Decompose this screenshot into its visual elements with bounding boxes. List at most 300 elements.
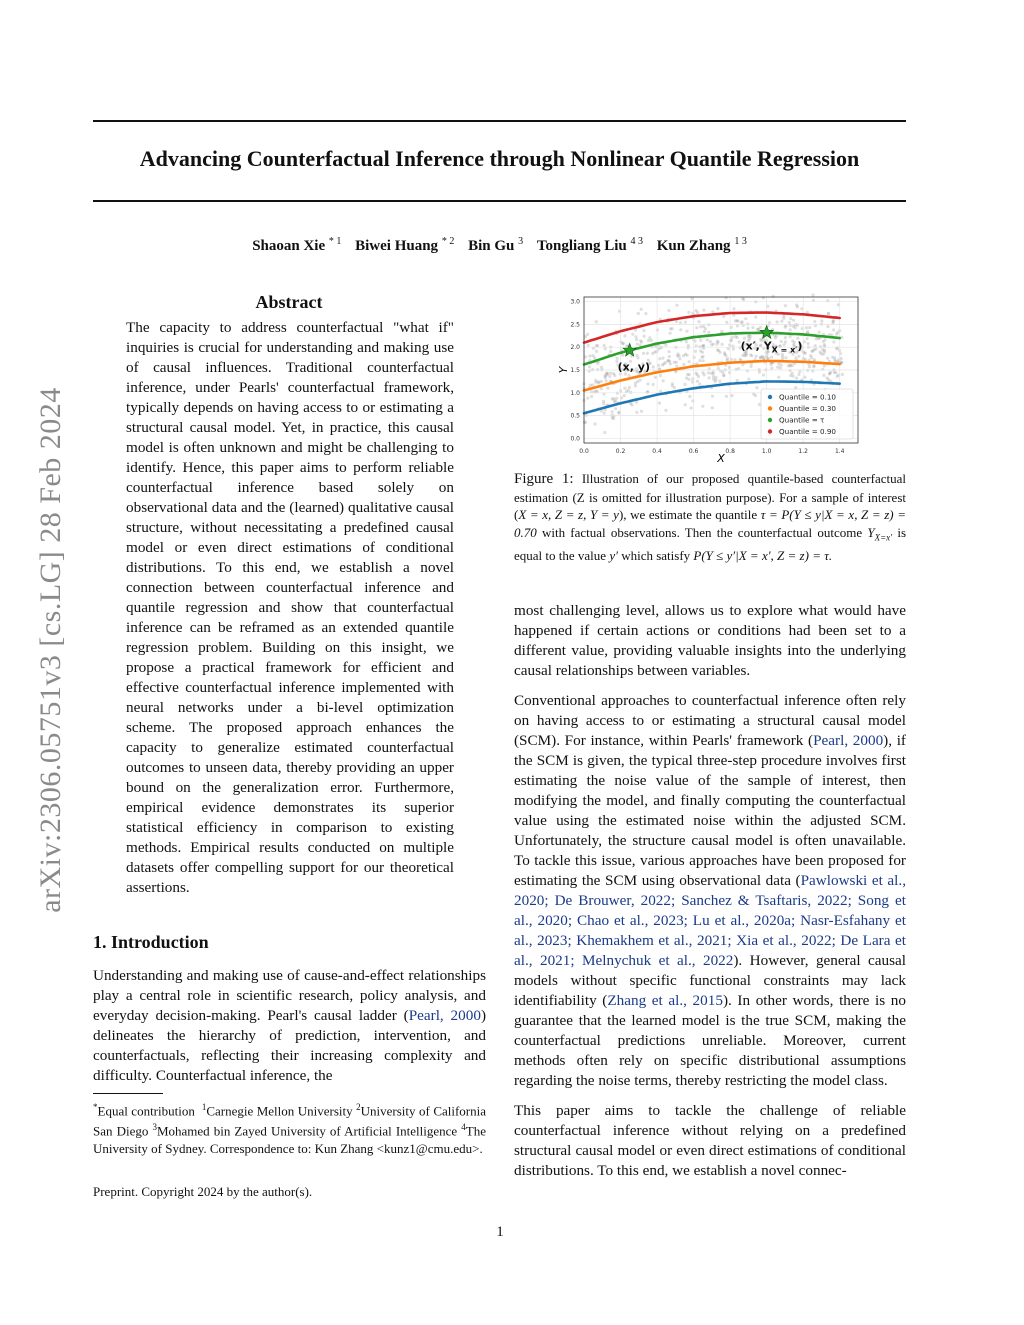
figure-caption: Figure 1: Illustration of our proposed quantile-based counterfactual estimation (Z is omitted for illustration purpose). For a sample of interest (X = x, Z = z, Y = y), we estimate the quantile τ = P(Y ≤ y|X = x, Z = z) = 0.70 with factual observations. Then the counterfactual outcome $Y_{X=x'}$ is equal to the value y′ which satisfy P(Y ≤ y′|X = x′, Z = z) = τ.	[514, 471, 907, 563]
data-point	[813, 320, 816, 323]
data-point	[703, 373, 706, 376]
data-point	[725, 321, 728, 324]
data-point	[826, 299, 829, 302]
data-point	[631, 333, 634, 336]
data-point	[820, 319, 823, 322]
data-point	[818, 331, 821, 334]
data-point	[693, 356, 696, 359]
title-bottom-rule	[93, 200, 906, 202]
legend	[761, 389, 853, 439]
data-point	[792, 375, 795, 378]
data-point	[703, 330, 706, 333]
data-point	[758, 371, 761, 374]
data-point	[722, 315, 725, 318]
data-point	[714, 378, 717, 381]
data-point	[823, 364, 826, 367]
annotation-label: (x, y)	[617, 360, 651, 374]
data-point	[749, 353, 752, 356]
data-point	[797, 373, 800, 376]
data-point	[593, 422, 596, 425]
data-point	[823, 343, 826, 346]
data-point	[803, 376, 806, 379]
data-point	[640, 410, 643, 413]
data-point	[662, 379, 665, 382]
data-point	[732, 307, 735, 310]
data-point	[675, 361, 678, 364]
data-point	[591, 368, 594, 371]
data-point	[671, 327, 674, 330]
data-point	[791, 339, 794, 342]
data-point	[775, 334, 778, 337]
x-tick-label: 1.0	[761, 448, 772, 455]
data-point	[814, 344, 817, 347]
data-point	[697, 375, 700, 378]
citation-link[interactable]: Pearl, 2000	[408, 1007, 481, 1024]
data-point	[739, 358, 742, 361]
data-point	[822, 340, 825, 343]
data-point	[772, 295, 775, 298]
x-axis-label: X	[717, 452, 725, 464]
legend-label: Quantile = 0.10	[779, 392, 837, 402]
x-tick-label: 0.8	[725, 448, 735, 455]
data-point	[812, 293, 815, 296]
data-point	[687, 311, 690, 314]
data-point	[768, 321, 771, 324]
data-point	[608, 375, 611, 378]
data-point	[675, 304, 678, 307]
data-point	[610, 414, 613, 417]
data-point	[815, 337, 818, 340]
data-point	[684, 321, 687, 324]
y-tick-label: 2.5	[570, 321, 580, 329]
author: Kun Zhang $^{1 3}$	[656, 236, 747, 254]
data-point	[603, 374, 606, 377]
data-point	[603, 344, 606, 347]
data-point	[698, 345, 701, 348]
citation-link[interactable]: Pearl, 2000	[813, 732, 884, 749]
data-point	[594, 390, 597, 393]
data-point	[808, 365, 811, 368]
data-point	[805, 326, 808, 329]
data-point	[614, 407, 617, 410]
data-point	[586, 397, 589, 400]
data-point	[835, 333, 838, 336]
data-point	[827, 312, 830, 315]
data-point	[623, 387, 626, 390]
data-point	[658, 357, 661, 360]
data-point	[746, 327, 749, 330]
data-point	[678, 357, 681, 360]
data-point	[770, 356, 773, 359]
data-point	[617, 411, 620, 414]
data-point	[702, 359, 705, 362]
legend-label: Quantile = 0.90	[779, 427, 837, 436]
data-point	[595, 320, 598, 323]
data-point	[813, 364, 816, 367]
data-point	[780, 364, 783, 367]
author: Bin Gu $^3$	[468, 236, 524, 254]
data-point	[728, 371, 731, 374]
data-point	[784, 304, 787, 307]
preprint-notice: Preprint. Copyright 2024 by the author(s).	[93, 1184, 313, 1199]
data-point	[806, 337, 809, 340]
data-point	[728, 343, 731, 346]
data-point	[708, 376, 711, 379]
data-point	[596, 362, 599, 365]
data-point	[594, 381, 597, 384]
data-point	[758, 403, 761, 406]
data-point	[789, 335, 792, 338]
data-point	[604, 347, 607, 350]
data-point	[741, 320, 744, 323]
data-point	[682, 363, 685, 366]
data-point	[588, 354, 591, 357]
data-point	[642, 352, 645, 355]
data-point	[729, 338, 732, 341]
data-point	[828, 372, 831, 375]
x-tick-label: 0.2	[615, 448, 626, 455]
data-point	[822, 374, 825, 377]
data-point	[603, 412, 606, 415]
data-point	[667, 309, 670, 312]
data-point	[659, 374, 662, 377]
x-tick-label: 1.4	[834, 448, 845, 455]
x-tick-label: 0.0	[579, 448, 589, 455]
data-point	[634, 382, 637, 385]
data-point	[642, 329, 645, 332]
data-point	[804, 358, 807, 361]
data-point	[675, 365, 678, 368]
data-point	[733, 358, 736, 361]
footnote: *Equal contribution $^1$Carnegie Mellon University $^2$University of California San Diego $^3$Mohamed bin Zayed University of Artificial Intelligence $^4$The University of Sydney. Correspondence to: Kun Zhang <kunz1@cmu.edu>.	[93, 1102, 487, 1156]
data-point	[755, 386, 758, 389]
data-point	[759, 326, 762, 329]
data-point	[732, 347, 735, 350]
data-point	[669, 332, 672, 335]
data-point	[717, 341, 720, 344]
data-point	[694, 350, 697, 353]
data-point	[683, 383, 686, 386]
author: Shaoan Xie $^{* 1}$	[252, 236, 342, 254]
data-point	[731, 394, 734, 397]
data-point	[718, 351, 721, 354]
data-point	[629, 391, 632, 394]
data-point	[826, 357, 829, 360]
data-point	[635, 354, 638, 357]
data-point	[612, 372, 615, 375]
data-point	[721, 343, 724, 346]
data-point	[736, 324, 739, 327]
data-point	[789, 364, 792, 367]
data-point	[695, 326, 698, 329]
data-point	[639, 343, 642, 346]
data-point	[590, 395, 593, 398]
data-point	[696, 380, 699, 383]
data-point	[798, 370, 801, 373]
data-point	[734, 319, 737, 322]
data-point	[832, 328, 835, 331]
y-tick-label: 1.0	[570, 389, 580, 397]
data-point	[725, 359, 728, 362]
data-point	[588, 365, 591, 368]
data-point	[776, 320, 779, 323]
data-point	[676, 352, 679, 355]
citation-link[interactable]: Zhang et al., 2015	[607, 992, 723, 1009]
data-point	[789, 317, 792, 320]
data-point	[784, 340, 787, 343]
legend-label: Quantile = τ	[779, 415, 825, 425]
data-point	[722, 373, 725, 376]
data-point	[684, 403, 687, 406]
data-point	[587, 344, 590, 347]
y-axis-label: Y	[557, 366, 570, 374]
data-point	[762, 373, 765, 376]
data-point	[637, 312, 640, 315]
data-point	[643, 335, 646, 338]
data-point	[810, 350, 813, 353]
data-point	[717, 367, 720, 370]
data-point	[709, 340, 712, 343]
page-number: 1	[496, 1224, 504, 1240]
data-point	[784, 326, 787, 329]
data-point	[701, 351, 704, 354]
data-point	[697, 320, 700, 323]
legend-marker	[768, 395, 772, 399]
data-point	[586, 333, 589, 336]
data-point	[794, 326, 797, 329]
data-point	[770, 367, 773, 370]
data-point	[702, 309, 705, 312]
author: Biwei Huang $^{* 2}$	[355, 236, 455, 254]
data-point	[707, 331, 710, 334]
data-point	[839, 352, 842, 355]
data-point	[702, 325, 705, 328]
data-point	[699, 325, 702, 328]
data-point	[780, 340, 783, 343]
data-point	[688, 395, 691, 398]
x-tick-label: 0.6	[688, 448, 699, 455]
data-point	[609, 350, 612, 353]
paragraph: Conventional approaches to counterfactual inference often rely on having access to or estimating a structural causal model (SCM). For instance, within Pearls' framework (Pearl, 2000), if the SCM is given, the typical three-step procedure involves first estimating the noise value of the sample of interest, then modifying the model, and finally computing the counterfactual value using the estimated noise within the adjusted SCM. Unfortunately, the structure causal model is often unavailable. To tackle this issue, various approaches have been proposed for estimating the SCM using observational data (Pawlowski et al., 2020; De Brouwer, 2022; Sanchez & Tsaftaris, 2022; Song et al., 2020; Chao et al., 2023; Lu et al., 2020a; Nasr-Esfahany et al., 2023; Khemakhem et al., 2021; Xia et al., 2022; De Lara et al., 2021; Melnychuk et al., 2022). However, general causal models without specific functional constraints may lack identifiability (Zhang et al., 2015). In other words, there is no guarantee that the learned model is the true SCM, making the counterfactual predictions unreliable. Moreover, current methods often rely on specific distributional assumptions regarding the noise terms, thereby restricting the model class.	[514, 692, 907, 1089]
data-point	[784, 336, 787, 339]
data-point	[698, 359, 701, 362]
data-point	[711, 395, 714, 398]
data-point	[593, 356, 596, 359]
data-point	[832, 340, 835, 343]
data-point	[832, 319, 835, 322]
paper-title: Advancing Counterfactual Inference through Nonlinear Quantile Regression	[139, 146, 860, 171]
data-point	[636, 343, 639, 346]
data-point	[654, 376, 657, 379]
data-point	[621, 342, 624, 345]
data-point	[691, 377, 694, 380]
data-point	[655, 350, 658, 353]
data-point	[623, 334, 626, 337]
right-column	[514, 601, 906, 1191]
data-point	[712, 372, 715, 375]
data-point	[685, 330, 688, 333]
data-point	[819, 345, 822, 348]
data-point	[716, 307, 719, 310]
data-point	[652, 365, 655, 368]
data-point	[795, 377, 798, 380]
data-point	[728, 366, 731, 369]
data-point	[668, 360, 671, 363]
data-point	[684, 353, 687, 356]
data-point	[699, 339, 702, 342]
data-point	[589, 384, 592, 387]
data-point	[640, 340, 643, 343]
data-point	[662, 362, 665, 365]
data-point	[718, 380, 721, 383]
data-point	[611, 416, 614, 419]
x-tick-label: 1.2	[798, 448, 808, 455]
data-point	[628, 386, 631, 389]
data-point	[841, 373, 844, 376]
data-point	[584, 421, 587, 424]
y-tick-label: 2.0	[570, 344, 580, 352]
data-point	[605, 379, 608, 382]
data-point	[819, 351, 822, 354]
data-point	[695, 372, 698, 375]
data-point	[789, 369, 792, 372]
data-point	[761, 355, 764, 358]
data-point	[780, 320, 783, 323]
x-tick-label: 0.4	[652, 448, 662, 455]
data-point	[792, 319, 795, 322]
data-point	[808, 326, 811, 329]
data-point	[634, 335, 637, 338]
citation-link[interactable]: Pawlowski et al., 2020; De Brouwer, 2022; Sanchez & Tsaftaris, 2022; Song et al., 2020; Chao et al., 2023; Lu et al., 2020a; Nasr-Esfahany et al., 2023; Khemakhem et al., 2021; Xia et al., 2022; De Lara et al., 2021; Melnychuk et al., 2022	[514, 872, 906, 969]
legend-marker	[768, 418, 772, 422]
data-point	[747, 378, 750, 381]
data-point	[668, 355, 671, 358]
data-point	[707, 371, 710, 374]
data-point	[734, 335, 737, 338]
data-point	[833, 356, 836, 359]
y-tick-label: 1.5	[570, 367, 580, 374]
data-point	[646, 382, 649, 385]
data-point	[628, 374, 631, 377]
data-point	[826, 376, 829, 379]
data-point	[597, 380, 600, 383]
data-point	[686, 373, 689, 376]
footnote-rule	[93, 1093, 163, 1094]
data-point	[698, 383, 701, 386]
data-point	[706, 338, 709, 341]
paragraph: most challenging level, allows us to explore what would have happened if certain actions or conditions had been set to a different value, providing valuable insights into the underlying causal relationships between variables.	[514, 602, 906, 679]
data-point	[609, 372, 612, 375]
data-point	[694, 309, 697, 312]
data-point	[606, 387, 609, 390]
data-point	[644, 312, 647, 315]
y-tick-label: 0.5	[570, 412, 580, 420]
data-point	[612, 397, 615, 400]
data-point	[821, 348, 824, 351]
data-point	[613, 400, 616, 403]
data-point	[623, 394, 626, 397]
data-point	[652, 383, 655, 386]
introduction-heading: 1. Introduction	[93, 932, 209, 952]
data-point	[712, 343, 715, 346]
data-point	[667, 350, 670, 353]
data-point	[635, 338, 638, 341]
data-point	[687, 378, 690, 381]
data-point	[741, 354, 744, 357]
quantile-figure	[555, 292, 865, 464]
data-point	[797, 355, 800, 358]
data-point	[671, 384, 674, 387]
data-point	[646, 352, 649, 355]
data-point	[656, 328, 659, 331]
data-point	[664, 409, 667, 412]
data-point	[640, 308, 643, 311]
author: Tongliang Liu $^{4 3}$	[536, 236, 644, 254]
data-point	[720, 330, 723, 333]
data-point	[813, 358, 816, 361]
data-point	[611, 410, 614, 413]
data-point	[776, 366, 779, 369]
data-point	[777, 376, 780, 379]
data-point	[782, 317, 785, 320]
annotation-label: (x′, $Y_{X = x'}$)	[740, 339, 803, 355]
data-point	[810, 356, 813, 359]
data-point	[688, 360, 691, 363]
introduction-paragraph: Understanding and making use of cause-and-effect relationships play a central role in scientific research, policy analysis, and everyday decision-making. Pearl's causal ladder (Pearl, 2000) delineates the hierarchy of prediction, intervention, and counterfactuals, reflecting their increasing complexity and difficulty. Counterfactual inference, the	[93, 967, 486, 1084]
data-point	[596, 368, 599, 371]
data-point	[814, 348, 817, 351]
data-point	[711, 406, 714, 409]
legend-label: Quantile = 0.30	[779, 404, 837, 413]
data-point	[600, 366, 603, 369]
data-point	[744, 317, 747, 320]
data-point	[751, 326, 754, 329]
data-point	[788, 321, 791, 324]
data-point	[600, 387, 603, 390]
data-point	[707, 323, 710, 326]
data-point	[821, 368, 824, 371]
author-list	[93, 236, 906, 255]
data-point	[725, 395, 728, 398]
data-point	[661, 357, 664, 360]
data-point	[595, 350, 598, 353]
data-point	[750, 365, 753, 368]
data-point	[687, 346, 690, 349]
data-point	[679, 321, 682, 324]
abstract-text: The capacity to address counterfactual "what if" inquiries is crucial for understanding and making use of causal influences. Traditional counterfactual inference, under Pearls' counterfactual framework, typically depends on having access to or estimating a structural causal model. Yet, in practice, this causal model is often unknown and might be challenging to identify. Hence, this paper aims to perform reliable counterfactual inference based solely on observational data and the (learned) qualitative causal structure, without necessitating a predefined causal model or even direct estimations of conditional distributions. To this end, we establish a novel connection between counterfactual inference and quantile regression and show that counterfactual inference can be reframed as an extended quantile regression problem. Building on this insight, we propose a practical framework for efficient and effective counterfactual inference implemented with neural networks under a bi-level optimization scheme. The proposed approach enhances the capacity to generalize estimated counterfactual outcomes to unseen data, thereby providing an upper bound on the generalization error. Furthermore, empirical evidence demonstrates its superior statistical efficiency in comparison to existing methods. Empirical results conducted on multiple datasets offer compelling support for our theoretical assertions.	[126, 319, 454, 896]
data-point	[779, 366, 782, 369]
data-point	[784, 356, 787, 359]
data-point	[639, 379, 642, 382]
y-tick-label: 0.0	[570, 435, 580, 443]
abstract-heading: Abstract	[255, 292, 323, 312]
data-point	[795, 303, 798, 306]
data-point	[741, 297, 744, 300]
paragraph: This paper aims to tackle the challenge of reliable counterfactual inference without relying on a predefined structural causal model or even direct estimations of conditional distributions. To this end, we establish a novel connec-	[514, 1102, 906, 1179]
data-point	[602, 400, 605, 403]
data-point	[723, 353, 726, 356]
data-point	[701, 405, 704, 408]
data-point	[731, 336, 734, 339]
data-point	[754, 316, 757, 319]
data-point	[679, 328, 682, 331]
data-point	[789, 328, 792, 331]
data-point	[826, 325, 829, 328]
data-point	[755, 355, 758, 358]
data-point	[736, 379, 739, 382]
data-point	[650, 339, 653, 342]
data-point	[691, 399, 694, 402]
